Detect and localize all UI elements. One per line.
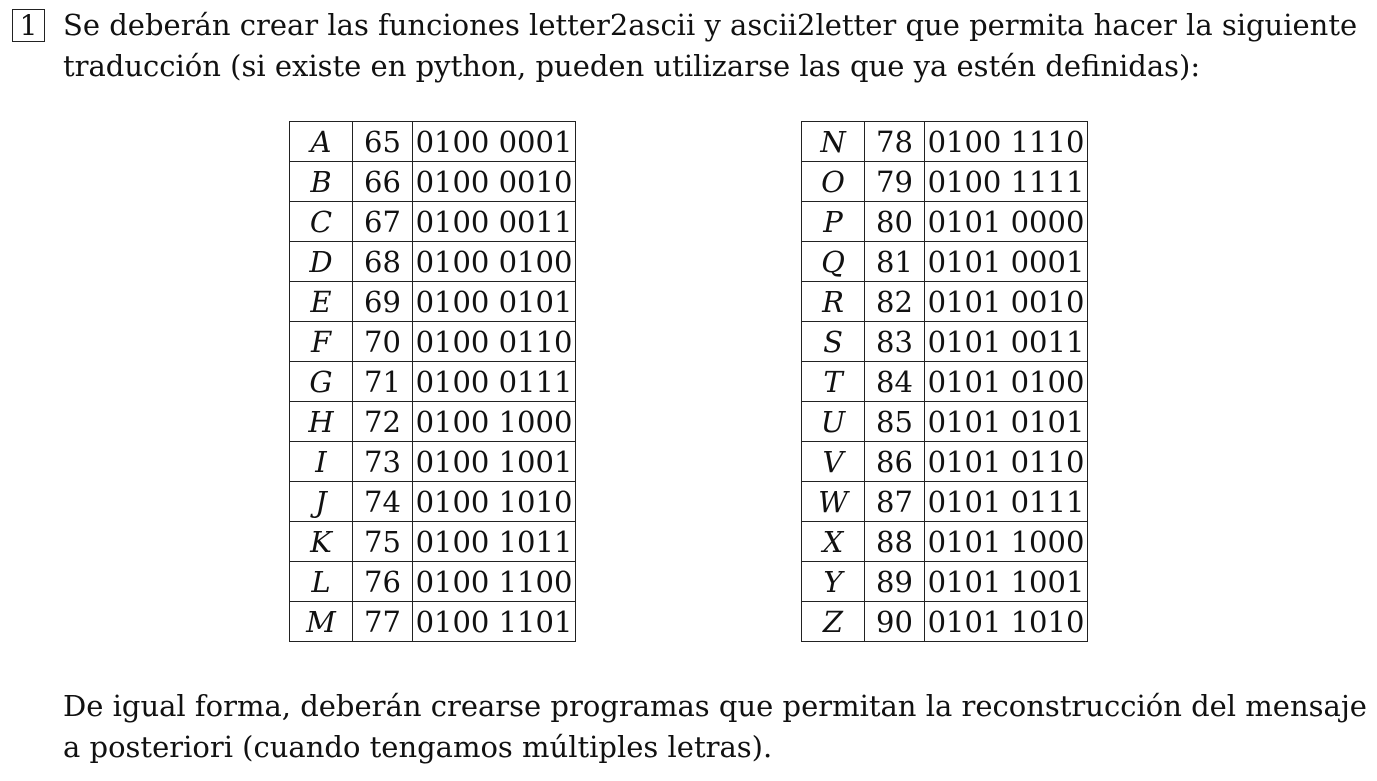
table-row: [290, 482, 576, 522]
ascii-code-cell: 85: [865, 402, 925, 442]
binary-cell: 0101 1001: [925, 562, 1088, 602]
binary-cell: 0101 1000: [925, 522, 1088, 562]
binary-cell: 0101 0001: [925, 242, 1088, 282]
table-row: [802, 602, 1088, 642]
ascii-code-cell: 87: [865, 482, 925, 522]
table-row: [290, 402, 576, 442]
letter-cell: T: [802, 362, 865, 402]
letter-cell: J: [290, 482, 353, 522]
binary-cell: 0100 1000: [413, 402, 576, 442]
binary-cell: 0100 1010: [413, 482, 576, 522]
ascii-table-right: [801, 121, 1088, 642]
ascii-code-cell: 70: [353, 322, 413, 362]
ascii-code-cell: 90: [865, 602, 925, 642]
ascii-code-cell: 65: [353, 122, 413, 162]
letter-cell: U: [802, 402, 865, 442]
table-row: [802, 482, 1088, 522]
binary-cell: 0100 1011: [413, 522, 576, 562]
letter-cell: D: [290, 242, 353, 282]
letter-cell: P: [802, 202, 865, 242]
binary-cell: 0101 0010: [925, 282, 1088, 322]
ascii-code-cell: 69: [353, 282, 413, 322]
letter-cell: E: [290, 282, 353, 322]
letter-cell: S: [802, 322, 865, 362]
table-row: [802, 522, 1088, 562]
intro-line-1: Se deberán crear las funciones letter2ascii y ascii2letter que permita hacer la siguiente: [63, 8, 1358, 42]
binary-cell: 0100 1101: [413, 602, 576, 642]
ascii-code-cell: 88: [865, 522, 925, 562]
ascii-code-cell: 86: [865, 442, 925, 482]
ascii-code-cell: 82: [865, 282, 925, 322]
ascii-table-right-body: [802, 122, 1088, 642]
letter-cell: O: [802, 162, 865, 202]
table-row: [290, 282, 576, 322]
binary-cell: 0100 0111: [413, 362, 576, 402]
binary-cell: 0100 1111: [925, 162, 1088, 202]
table-row: [290, 602, 576, 642]
binary-cell: 0100 1001: [413, 442, 576, 482]
letter-cell: K: [290, 522, 353, 562]
table-row: [290, 442, 576, 482]
binary-cell: 0100 0110: [413, 322, 576, 362]
ascii-code-cell: 68: [353, 242, 413, 282]
intro-paragraph: [63, 5, 1358, 87]
binary-cell: 0100 1110: [925, 122, 1088, 162]
table-row: [290, 202, 576, 242]
ascii-table-left: [289, 121, 576, 642]
letter-cell: I: [290, 442, 353, 482]
outro-line-1: De igual forma, deberán crearse programas que permitan la reconstrucción del mensaje: [63, 689, 1367, 723]
table-row: [290, 242, 576, 282]
binary-cell: 0101 0100: [925, 362, 1088, 402]
letter-cell: F: [290, 322, 353, 362]
ascii-code-cell: 76: [353, 562, 413, 602]
letter-cell: C: [290, 202, 353, 242]
binary-cell: 0101 1010: [925, 602, 1088, 642]
letter-cell: L: [290, 562, 353, 602]
table-row: [290, 522, 576, 562]
ascii-code-cell: 72: [353, 402, 413, 442]
intro-line-2: traducción (si existe en python, pueden utilizarse las que ya estén definidas):: [63, 49, 1201, 83]
ascii-code-cell: 67: [353, 202, 413, 242]
table-row: [802, 122, 1088, 162]
table-row: [802, 202, 1088, 242]
ascii-code-cell: 80: [865, 202, 925, 242]
ascii-table-left-body: [290, 122, 576, 642]
letter-cell: A: [290, 122, 353, 162]
letter-cell: N: [802, 122, 865, 162]
ascii-code-cell: 89: [865, 562, 925, 602]
binary-cell: 0100 0101: [413, 282, 576, 322]
binary-cell: 0101 0110: [925, 442, 1088, 482]
ascii-code-cell: 81: [865, 242, 925, 282]
binary-cell: 0101 0111: [925, 482, 1088, 522]
letter-cell: M: [290, 602, 353, 642]
table-row: [802, 442, 1088, 482]
table-row: [290, 362, 576, 402]
binary-cell: 0100 0100: [413, 242, 576, 282]
ascii-code-cell: 83: [865, 322, 925, 362]
ascii-code-cell: 79: [865, 162, 925, 202]
letter-cell: R: [802, 282, 865, 322]
binary-cell: 0101 0011: [925, 322, 1088, 362]
letter-cell: Q: [802, 242, 865, 282]
ascii-code-cell: 71: [353, 362, 413, 402]
table-row: [290, 322, 576, 362]
table-row: [290, 162, 576, 202]
table-row: [802, 362, 1088, 402]
table-row: [802, 402, 1088, 442]
letter-cell: V: [802, 442, 865, 482]
letter-cell: W: [802, 482, 865, 522]
table-row: [802, 562, 1088, 602]
binary-cell: 0101 0000: [925, 202, 1088, 242]
problem-number: 1: [19, 9, 38, 42]
binary-cell: 0100 1100: [413, 562, 576, 602]
table-row: [290, 122, 576, 162]
binary-cell: 0100 0001: [413, 122, 576, 162]
table-row: [802, 242, 1088, 282]
letter-cell: X: [802, 522, 865, 562]
ascii-code-cell: 73: [353, 442, 413, 482]
problem-number-box: [12, 9, 45, 42]
ascii-code-cell: 77: [353, 602, 413, 642]
outro-line-2: a posteriori (cuando tengamos múltiples letras).: [63, 730, 773, 764]
binary-cell: 0101 0101: [925, 402, 1088, 442]
ascii-code-cell: 66: [353, 162, 413, 202]
binary-cell: 0100 0010: [413, 162, 576, 202]
table-row: [802, 322, 1088, 362]
table-row: [802, 282, 1088, 322]
table-row: [802, 162, 1088, 202]
letter-cell: H: [290, 402, 353, 442]
outro-paragraph: [63, 686, 1367, 768]
letter-cell: B: [290, 162, 353, 202]
table-row: [290, 562, 576, 602]
letter-cell: G: [290, 362, 353, 402]
ascii-code-cell: 75: [353, 522, 413, 562]
binary-cell: 0100 0011: [413, 202, 576, 242]
ascii-code-cell: 74: [353, 482, 413, 522]
ascii-code-cell: 84: [865, 362, 925, 402]
letter-cell: Y: [802, 562, 865, 602]
ascii-code-cell: 78: [865, 122, 925, 162]
letter-cell: Z: [802, 602, 865, 642]
